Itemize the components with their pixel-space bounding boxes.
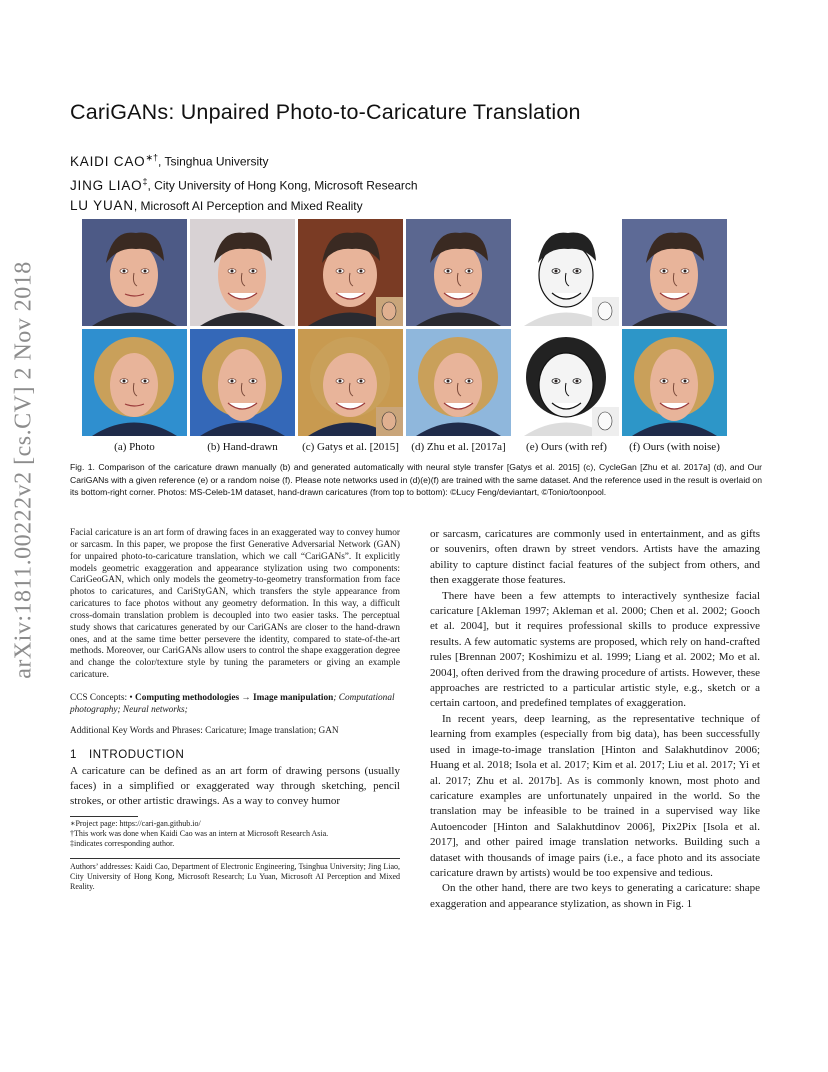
author-line-1 xyxy=(70,148,670,172)
body-paragraph: In recent years, deep learning, as the representative technique of learning from examples (especially from big data), has been successfully used in image-to-image translation [Hinton and Salakhutdinov 2006; Huang et al. 2018; Isola et al. 2017; Kim et al. 2017; Liu et al. 2017; Yi et al. 2017; Zhu et al. 2017b]. As is commonly known, most photo and caricature examples are unfortunately unpaired in the world. So the translation may be infeasible to be trained in a supervised way like Autoencoder [Hinton and Salakhutdinov 2006], Pix2Pix [Isola et al. 2017], and other paired image translation networks. Building such a dataset with thousands of image pairs (i.e., a face photo and its associate caricature drawn by artists) would be too expensive and tedious. xyxy=(430,712,760,879)
author-affiliation: , City University of Hong Kong, Microsoft Research xyxy=(147,178,418,193)
author-affiliation: , Microsoft AI Perception and Mixed Reality xyxy=(133,199,363,213)
body-paragraph: or sarcasm, caricatures are commonly used in entertainment, and as gifts or souvenirs, often drawn by street vendors. Artists have the amazing ability to capture distinct facial features of the subject from others, and then exaggerate those features. xyxy=(430,528,760,587)
section-title: INTRODUCTION xyxy=(89,748,185,761)
face-image xyxy=(82,219,187,326)
face-image xyxy=(190,329,295,436)
subcaption-ours-noise: (f) Ours (with noise) xyxy=(629,441,720,453)
figure-caption: Fig. 1. Comparison of the caricature drawn manually (b) and generated automatically with neural style transfer [Gatys et al. 2015] (c), CycleGan [Zhu et al. 2017a] (d), and Our CariGANs with a given reference (e) or a random noise (f). Please note networks used in (d)(e)(f) are trained with the same dataset. And the reference used in the result is overlaid on its bottom-right corner. Photos: MS-Celeb-1M dataset, hand-drawn caricatures (from top to bottom): ©Lucy Feng/deviantart, ©Tonio/toonpool. xyxy=(70,462,762,498)
author-name: JING LIAO xyxy=(70,177,143,193)
figure-photo xyxy=(622,219,727,326)
body-paragraph: On the other hand, there are two keys to generating a caricature: shape exaggeration and appearance stylization, as shown in Fig. 1 xyxy=(430,882,760,910)
section-number: 1 xyxy=(70,748,77,761)
figure-photo xyxy=(298,329,403,436)
author-marks: ∗† xyxy=(145,152,159,162)
author-name: KAIDI CAO xyxy=(70,153,146,169)
author-affiliation: , Tsinghua University xyxy=(158,154,269,169)
paper-title: CariGANs: Unpaired Photo-to-Caricature Translation xyxy=(70,100,581,124)
figure-photo xyxy=(514,329,619,436)
ccs-label: CCS Concepts: • xyxy=(70,692,135,703)
author-marks: ‡ xyxy=(142,176,148,186)
left-column xyxy=(70,528,400,893)
ccs-primary: Computing methodologies → Image manipulation xyxy=(134,692,334,703)
figure-photo xyxy=(190,329,295,436)
subcaption-hand-drawn: (b) Hand-drawn xyxy=(207,441,278,453)
figure-photo xyxy=(82,329,187,436)
ccs-rest: ; Computational photography; Neural networks; xyxy=(70,692,395,715)
footnotes xyxy=(70,819,400,850)
face-image xyxy=(514,219,619,326)
figure-photo xyxy=(190,219,295,326)
address-divider xyxy=(70,858,400,859)
face-image xyxy=(190,219,295,326)
subcaption-zhu: (d) Zhu et al. [2017a] xyxy=(411,441,506,453)
subcaption-ours-ref: (e) Ours (with ref) xyxy=(526,441,607,453)
figure-subcaptions xyxy=(82,441,752,453)
face-image xyxy=(406,329,511,436)
author-addresses: Authors’ addresses: Kaidi Cao, Department of Electronic Engineering, Tsinghua University; Jing Liao, City University of Hong Kong, Microsoft Research; Lu Yuan, Microsoft AI Perception and Mixed Reality. xyxy=(70,861,400,892)
figure-photo xyxy=(298,219,403,326)
intro-paragraph: A caricature can be defined as an art form of drawing persons (usually faces) in a simplified or exaggerated way through sketching, pencil strokes, or other artistic drawings. As a way to convey humor xyxy=(70,764,400,808)
figure-1 xyxy=(82,219,752,453)
face-image xyxy=(514,329,619,436)
section-heading xyxy=(70,749,400,761)
figure-photo xyxy=(406,329,511,436)
arxiv-stamp xyxy=(6,261,42,679)
face-image xyxy=(406,219,511,326)
figure-row-man xyxy=(82,219,752,326)
subcaption-photo: (a) Photo xyxy=(114,441,155,453)
author-block xyxy=(70,148,670,217)
figure-photo xyxy=(622,329,727,436)
face-image xyxy=(622,219,727,326)
footnote-corresponding: ‡indicates corresponding author. xyxy=(70,839,175,849)
subcaption-gatys: (c) Gatys et al. [2015] xyxy=(302,441,399,453)
author-name: LU YUAN xyxy=(70,198,134,213)
face-image xyxy=(82,329,187,436)
figure-photo xyxy=(406,219,511,326)
author-line-3 xyxy=(70,196,670,217)
abstract: Facial caricature is an art form of drawing faces in an exaggerated way to convey humor or sarcasm. In this paper, we propose the first Generative Adversarial Network (GAN) for unpaired photo-to-caricature translation, which we call “CariGANs”. It explicitly models geometric exaggeration and appearance stylization using two components: CariGeoGAN, which only models the geometry-to-geometry transformation from face photos to caricatures, and CariStyGAN, which transfers the style appearance from caricatures to face photos without any geometry deformation. In this way, a difficult cross-domain translation problem is decoupled into two easier tasks. The perceptual study shows that caricatures generated by our CariGANs are closer to the hand-drawn ones, and at the same time better persevere the identity, compared to state-of-the-art methods. Moreover, our CariGANs allow users to control the shape exaggeration degree and change the color/texture style by tuning the parameters or giving an example caricature. xyxy=(70,528,400,681)
arxiv-identifier: arXiv:1811.00222v2 [cs.CV] 2 Nov 2018 xyxy=(10,261,37,679)
figure-photo xyxy=(82,219,187,326)
ccs-concepts xyxy=(70,693,400,717)
footnote-project-page: ∗Project page: https://cari-gan.github.io/ xyxy=(70,818,201,828)
face-image xyxy=(622,329,727,436)
figure-row-woman xyxy=(82,329,752,436)
author-line-2 xyxy=(70,172,670,196)
body-paragraph: There have been a few attempts to interactively synthesize facial caricature [Akleman 1997; Akleman et al. 2000; Chen et al. 2002; Gooch et al. 2004], but it requires professional skills to produce expressive results. A few automatic systems are proposed, which rely on hand-crafted rules [Brennan 2007; Koshimizu et al. 1999; Liang et al. 2002; Mo et al. 2004], often derived from the drawing procedure of artists. However, these approaches are restricted to a particular artistic style, e.g., sketch or a certain cartoon, and predefined templates of exaggeration. xyxy=(430,589,760,710)
keywords: Additional Key Words and Phrases: Caricature; Image translation; GAN xyxy=(70,725,339,736)
right-column xyxy=(430,527,760,912)
figure-photo xyxy=(514,219,619,326)
face-image xyxy=(298,329,403,436)
footnote-internship: †This work was done when Kaidi Cao was an intern at Microsoft Research Asia. xyxy=(70,829,329,839)
footnote-divider xyxy=(70,816,138,817)
face-image xyxy=(298,219,403,326)
